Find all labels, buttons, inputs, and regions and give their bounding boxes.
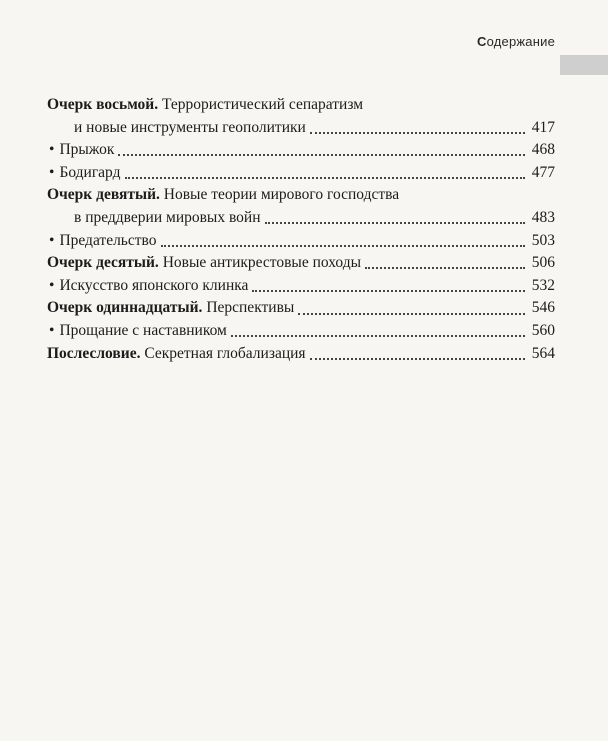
toc-entry-title-continued: и новые инструменты геополитики [74, 118, 306, 136]
dot-leader [252, 290, 525, 292]
dot-leader [310, 358, 525, 360]
bullet: • [49, 163, 55, 181]
toc-entry-line [47, 139, 555, 162]
toc-entry-betrayal[interactable] [47, 230, 555, 253]
dot-leader [298, 313, 525, 315]
dot-leader [125, 177, 526, 179]
toc-page-number: 468 [531, 141, 555, 159]
toc-entry-title: Прощание с наставником [59, 321, 227, 339]
toc-entry-title-continued: в преддверии мировых войн [74, 208, 261, 226]
toc-entry-jump[interactable] [47, 139, 555, 162]
toc-entry-line [47, 343, 555, 366]
toc-entry-essay-11[interactable] [47, 297, 555, 320]
toc-entry-title: Секретная глобализация [140, 344, 306, 362]
bullet: • [49, 276, 55, 294]
toc-entry-heading: Послесловие. [47, 344, 141, 362]
toc-entry-bodyguard[interactable] [47, 162, 555, 185]
toc-entry-line [47, 275, 555, 298]
toc-entry-line [47, 162, 555, 185]
toc-entry-afterword[interactable] [47, 343, 555, 366]
dot-leader [161, 245, 526, 247]
toc-entry-first-line [47, 184, 555, 207]
toc-entry-title: Предательство [59, 231, 157, 249]
toc-entry-line [47, 252, 555, 275]
toc-entry-second-line [47, 117, 555, 140]
bullet: • [49, 141, 55, 159]
bullet: • [49, 231, 55, 249]
toc-page-number: 532 [531, 276, 555, 294]
toc-page-number: 506 [531, 254, 555, 272]
thumb-index-tab [560, 55, 608, 75]
toc-entry-title: Новые антикрестовые походы [158, 254, 362, 272]
running-head-initial: С [477, 34, 487, 49]
toc-entry-title: Бодигард [59, 163, 121, 181]
table-of-contents [47, 94, 555, 365]
toc-entry-line [47, 297, 555, 320]
toc-entry-line [47, 320, 555, 343]
toc-page-number: 503 [531, 231, 555, 249]
toc-entry-heading: Очерк десятый. [47, 254, 159, 272]
toc-entry-heading: Очерк одиннадцатый. [47, 299, 203, 317]
toc-entry-farewell[interactable] [47, 320, 555, 343]
toc-entry-title: Перспективы [202, 299, 295, 317]
toc-page-number: 564 [531, 344, 555, 362]
toc-entry-japanese-blade[interactable] [47, 275, 555, 298]
toc-page-number: 477 [531, 163, 555, 181]
toc-page-number: 546 [531, 299, 555, 317]
dot-leader [231, 335, 525, 337]
toc-entry-heading: Очерк восьмой. [47, 96, 159, 113]
toc-page-number: 483 [531, 208, 555, 226]
toc-entry-second-line [47, 207, 555, 230]
dot-leader [310, 132, 525, 134]
toc-entry-title: Искусство японского клинка [59, 276, 249, 294]
toc-entry-essay-10[interactable] [47, 252, 555, 275]
toc-entry-essay-9[interactable] [47, 184, 555, 229]
dot-leader [365, 267, 525, 269]
dot-leader [265, 222, 525, 224]
running-head-text: одержание [486, 34, 555, 49]
toc-page-number: 417 [531, 118, 555, 136]
toc-entry-first-line [47, 94, 555, 117]
dot-leader [118, 154, 525, 156]
toc-entry-line [47, 230, 555, 253]
toc-entry-title: Прыжок [59, 141, 115, 159]
toc-entry-title: Новые теории мирового господства [159, 186, 400, 204]
toc-entry-essay-8[interactable] [47, 94, 555, 139]
bullet: • [49, 321, 55, 339]
toc-entry-heading: Очерк девятый. [47, 186, 160, 204]
toc-page-number: 560 [531, 321, 555, 339]
running-head [477, 34, 555, 49]
toc-entry-title: Террористический сепаратизм [158, 96, 364, 113]
